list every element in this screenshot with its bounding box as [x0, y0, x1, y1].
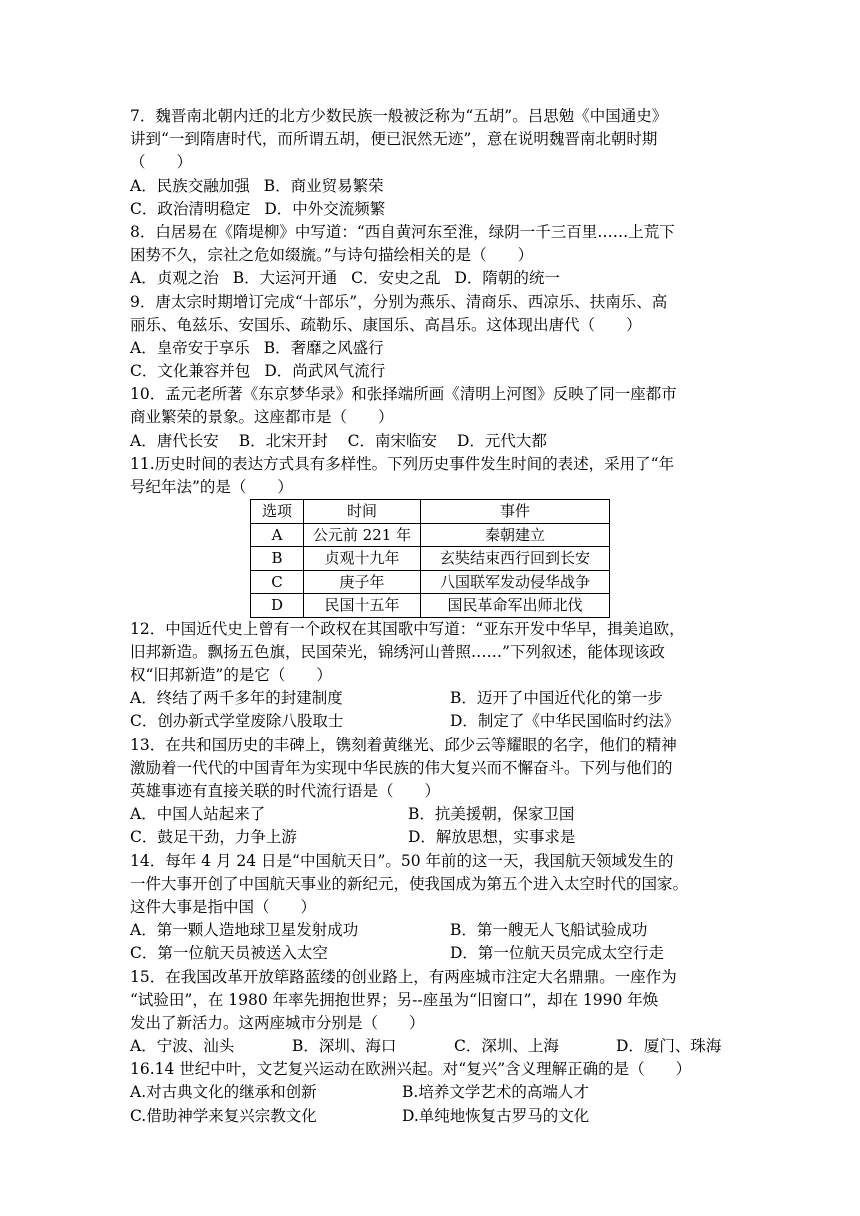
q8-stem-2: 困势不久，宗社之危如缀旒。”与诗句描绘相关的是（ ） — [130, 246, 534, 265]
q10-option-b: B．北宋开封 — [238, 431, 328, 450]
q9-options-row2 — [130, 360, 750, 383]
q7-options-row2 — [130, 198, 750, 221]
q16-option-d: D.单纯地恢复古罗马的文化 — [402, 1106, 590, 1125]
q8-option-a: A．贞观之治 — [130, 269, 219, 288]
q15-option-c: C．深圳、上海 — [454, 1037, 559, 1056]
q14-stem-2: 一件大事开创了中国航天事业的新纪元，使我国成为第五个进入太空时代的国家。 — [130, 874, 689, 893]
q15-option-d: D．厦门、珠海 — [616, 1037, 722, 1056]
q7-stem-1: 7．魏晋南北朝内迁的北方少数民族一般被泛称为“五胡”。吕思勉《中国通史》 — [130, 107, 668, 125]
q13-option-d: D．解放思想，实事求是 — [408, 828, 576, 847]
q12-stem-2: 旧邦新造。飘扬五色旗，民国荣光，锦绣河山普照……”下列叙述，能体现该政 — [130, 642, 665, 661]
table-cell-time: 公元前 221 年 — [304, 523, 421, 547]
q13-option-c: C．鼓足干劲，力争上游 — [130, 828, 297, 847]
q12-option-d: D．制定了《中华民国临时约法》 — [450, 712, 680, 731]
table-row — [251, 547, 610, 571]
q9-stem-2: 丽乐、龟兹乐、安国乐、疏勒乐、康国乐、高昌乐。这体现出唐代（ ） — [130, 315, 642, 334]
q10-options-row — [130, 430, 750, 453]
q8-options-row — [130, 267, 750, 290]
q13-stem-2: 激励着一代代的中国青年为实现中华民族的伟大复兴而不懈奋斗。下列与他们的 — [130, 758, 673, 777]
q13-stem-3: 英雄事迹有直接关联的时代流行语是（ ） — [130, 782, 441, 800]
q14-options-row2 — [130, 942, 750, 965]
q7-option-d: D．中外交流频繁 — [264, 199, 386, 218]
q12-stem-3: 权“旧邦新造”的是它（ ） — [130, 666, 332, 685]
q14-option-a: A．第一颗人造地球卫星发射成功 — [130, 921, 359, 940]
table-cell-option: A — [251, 523, 304, 547]
q8-stem-1: 8．白居易在《隋堤柳》中写道：“西自黄河东至淮，绿阴一千三百里……上荒下 — [130, 222, 675, 241]
q14-options-row1 — [130, 919, 750, 942]
q12-option-a: A．终结了两千多年的封建制度 — [130, 689, 343, 708]
q13-option-b: B．抗美援朝，保家卫国 — [408, 805, 575, 824]
q12-option-b: B．迈开了中国近代化的第一步 — [450, 689, 663, 708]
q9-stem-1: 9．唐太宗时期增订完成“十部乐”，分别为燕乐、清商乐、西凉乐、扶南乐、高 — [130, 292, 668, 311]
table-row — [251, 570, 610, 594]
q16-stem-1: 16.14 世纪中叶，文艺复兴运动在欧洲兴起。对“复兴”含义理解正确的是（ ） — [130, 1060, 692, 1079]
q7-stem-2: 讲到“一到隋唐时代，而所谓五胡，便已泯然无迹”，意在说明魏晋南北朝时期 — [130, 130, 658, 149]
q10-stem-1: 10．孟元老所著《东京梦华录》和张择端所画《清明上河图》反映了同一座都市 — [130, 385, 677, 404]
table-row — [251, 523, 610, 547]
q7-option-a: A．民族交融加强 — [130, 176, 250, 195]
table-cell-option: C — [251, 570, 304, 594]
table-cell-event: 玄奘结束西行回到长安 — [421, 547, 610, 571]
q9-option-b: B．奢靡之风盛行 — [263, 338, 384, 357]
q7-stem-3: （ ） — [130, 153, 193, 172]
q11-stem-1: 11.历史时间的表达方式具有多样性。下列历史事件发生时间的表述，采用了“年 — [130, 454, 675, 473]
q11-table — [250, 499, 610, 618]
q12-stem-1: 12．中国近代史上曾有一个政权在其国歌中写道：“亚东开发中华早，揖美追欧， — [130, 619, 685, 638]
q9-option-c: C．文化兼容并包 — [130, 362, 251, 381]
q15-options-row — [130, 1035, 750, 1058]
table-header-row — [251, 500, 610, 524]
q16-options-row1 — [130, 1081, 750, 1104]
q11-stem-2: 号纪年法”的是（ ） — [130, 478, 293, 496]
table-cell-event: 八国联军发动侵华战争 — [421, 570, 610, 594]
table-row — [251, 594, 610, 618]
q16-option-c: C.借助神学来复兴宗教文化 — [130, 1106, 317, 1125]
q7-option-b: B．商业贸易繁荣 — [263, 176, 384, 195]
q8-option-c: C．安史之乱 — [351, 269, 441, 288]
q13-options-row2 — [130, 826, 750, 849]
q15-stem-2: “试验田”，在 1980 年率先拥抱世界；另--座虽为“旧窗口”，却在 1990 年焕 — [130, 990, 659, 1009]
q12-option-c: C．创办新式学堂废除八股取士 — [130, 712, 344, 731]
q15-option-a: A．宁波、汕头 — [130, 1037, 235, 1056]
q15-option-b: B．深圳、海口 — [292, 1037, 397, 1056]
q14-stem-3: 这件大事是指中国（ ） — [130, 897, 317, 916]
q14-stem-1: 14．每年 4 月 24 日是“中国航天日”。50 年前的这一天，我国航天领域发生的 — [130, 851, 674, 870]
q10-option-d: D．元代大都 — [456, 431, 547, 450]
q16-options-row2 — [130, 1105, 750, 1128]
q10-option-a: A．唐代长安 — [130, 431, 219, 450]
table-cell-option: B — [251, 547, 304, 571]
table-cell-time: 贞观十九年 — [304, 547, 421, 571]
q13-stem-1: 13．在共和国历史的丰碑上，镌刻着黄继光、邱少云等耀眼的名字，他们的精神 — [130, 735, 677, 754]
table-header-event: 事件 — [421, 500, 610, 524]
table-cell-time: 庚子年 — [304, 570, 421, 594]
q13-options-row1 — [130, 803, 750, 826]
q7-options-row1 — [130, 175, 750, 198]
q10-stem-2: 商业繁荣的景象。这座都市是（ ） — [130, 408, 394, 427]
q7-option-c: C．政治清明稳定 — [130, 199, 251, 218]
q8-option-d: D．隋朝的统一 — [454, 269, 560, 288]
table-cell-event: 秦朝建立 — [421, 523, 610, 547]
q14-option-b: B．第一艘无人飞船试验成功 — [450, 921, 648, 940]
table-header-time: 时间 — [304, 500, 421, 524]
table-header-option: 选项 — [251, 500, 304, 524]
table-cell-event: 国民革命军出师北伐 — [421, 594, 610, 618]
q14-option-c: C．第一位航天员被送入太空 — [130, 944, 328, 963]
q13-option-a: A．中国人站起来了 — [130, 805, 266, 824]
q15-stem-3: 发出了新活力。这两座城市分别是（ ） — [130, 1013, 425, 1032]
table-cell-option: D — [251, 594, 304, 618]
q8-option-b: B．大运河开通 — [232, 269, 338, 288]
q9-option-a: A．皇帝安于享乐 — [130, 338, 250, 357]
table-cell-time: 民国十五年 — [304, 594, 421, 618]
q12-options-row1 — [130, 687, 750, 710]
q10-option-c: C．南宋临安 — [347, 431, 437, 450]
q16-option-b: B.培养文学艺术的高端人才 — [402, 1083, 589, 1102]
q9-options-row1 — [130, 337, 750, 360]
exam-page — [130, 105, 750, 1128]
q12-options-row2 — [130, 710, 750, 733]
q9-option-d: D．尚武风气流行 — [264, 362, 386, 381]
q16-option-a: A.对古典文化的继承和创新 — [130, 1083, 317, 1102]
q15-stem-1: 15．在我国改革开放筚路蓝缕的创业路上，有两座城市注定大名鼎鼎。一座作为 — [130, 967, 677, 986]
q14-option-d: D．第一位航天员完成太空行走 — [450, 944, 664, 963]
